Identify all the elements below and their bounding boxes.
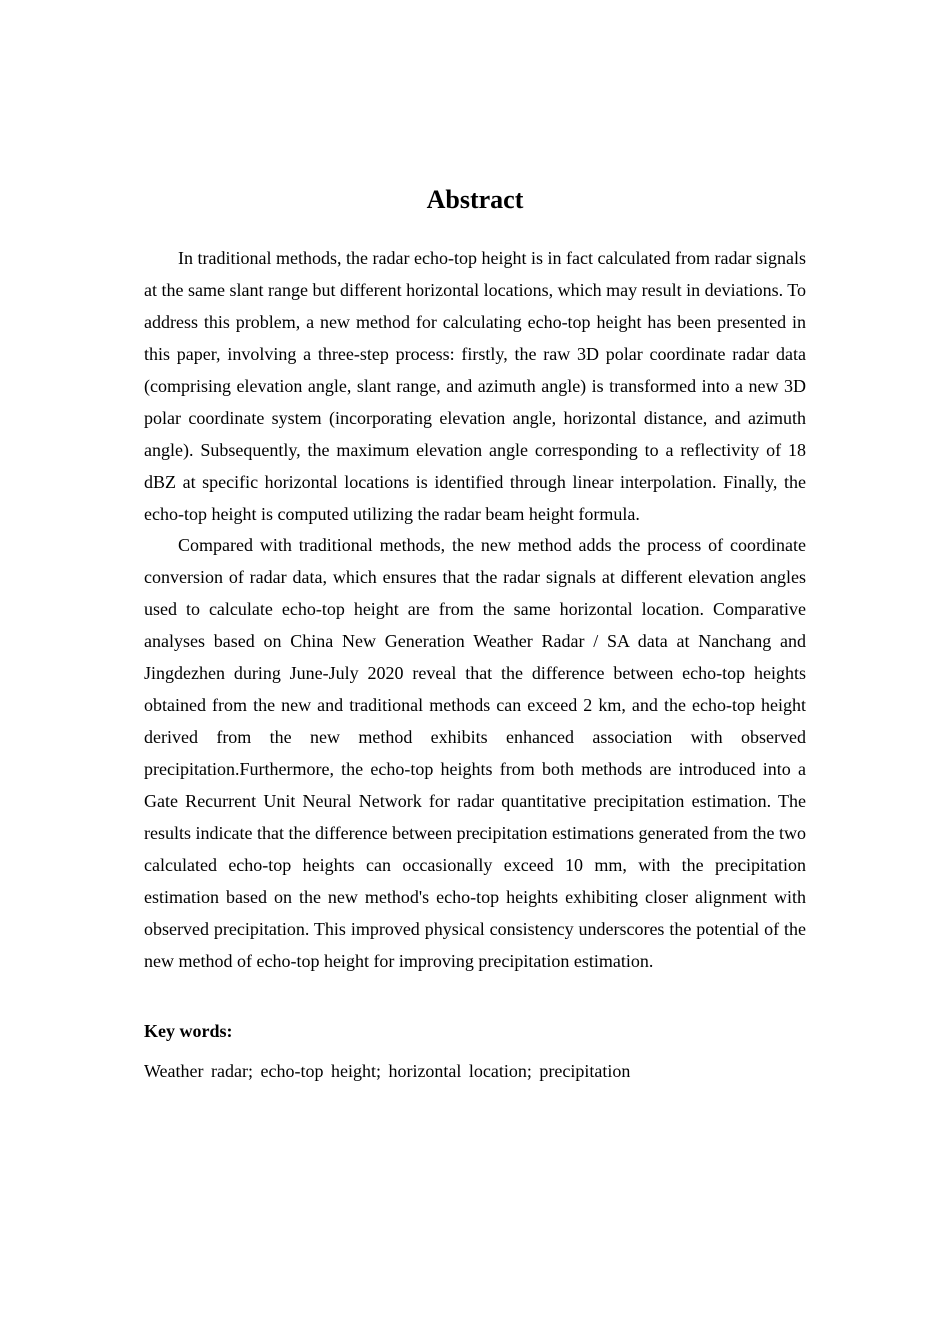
keywords-heading: Key words: (144, 1021, 233, 1041)
abstract-title: Abstract (426, 185, 524, 214)
abstract-paragraph-2: Compared with traditional methods, the new method adds the process of coordinate conversion of radar data, which ensures that the radar signals at different elevation angles used to calculate echo-top height are from the same horizontal location. Comparative analyses based on China New Generation Weather Radar / SA data at Nanchang and Jingdezhen during June-July 2020 reveal that the difference between echo-top heights obtained from the new and traditional methods can exceed 2 km, and the echo-top height derived from the new method exhibits enhanced association with observed precipitation.Furthermore, the echo-top heights from both methods are introduced into a Gate Recurrent Unit Neural Network for radar quantitative precipitation estimation. The results indicate that the difference between precipitation estimations generated from the two calculated echo-top heights can occasionally exceed 10 mm, with the precipitation estimation based on the new method's echo-top heights exhibiting closer alignment with observed precipitation. This improved physical consistency underscores the potential of the new method of echo-top height for improving precipitation estimation. (144, 535, 806, 971)
abstract-paragraph-1: In traditional methods, the radar echo-top height is in fact calculated from radar signals at the same slant range but different horizontal locations, which may result in deviations. To address this problem, a new method for calculating echo-top height has been presented in this paper, involving a three-step process: firstly, the raw 3D polar coordinate radar data (comprising elevation angle, slant range, and azimuth angle) is transformed into a new 3D polar coordinate system (incorporating elevation angle, horizontal distance, and azimuth angle). Subsequently, the maximum elevation angle corresponding to a reflectivity of 18 dBZ at specific horizontal locations is identified through linear interpolation. Finally, the echo-top height is computed utilizing the radar beam height formula. (144, 248, 806, 524)
abstract-page (144, 180, 806, 1087)
keywords-list: Weather radar; echo-top height; horizontal location; precipitation (144, 1061, 631, 1081)
